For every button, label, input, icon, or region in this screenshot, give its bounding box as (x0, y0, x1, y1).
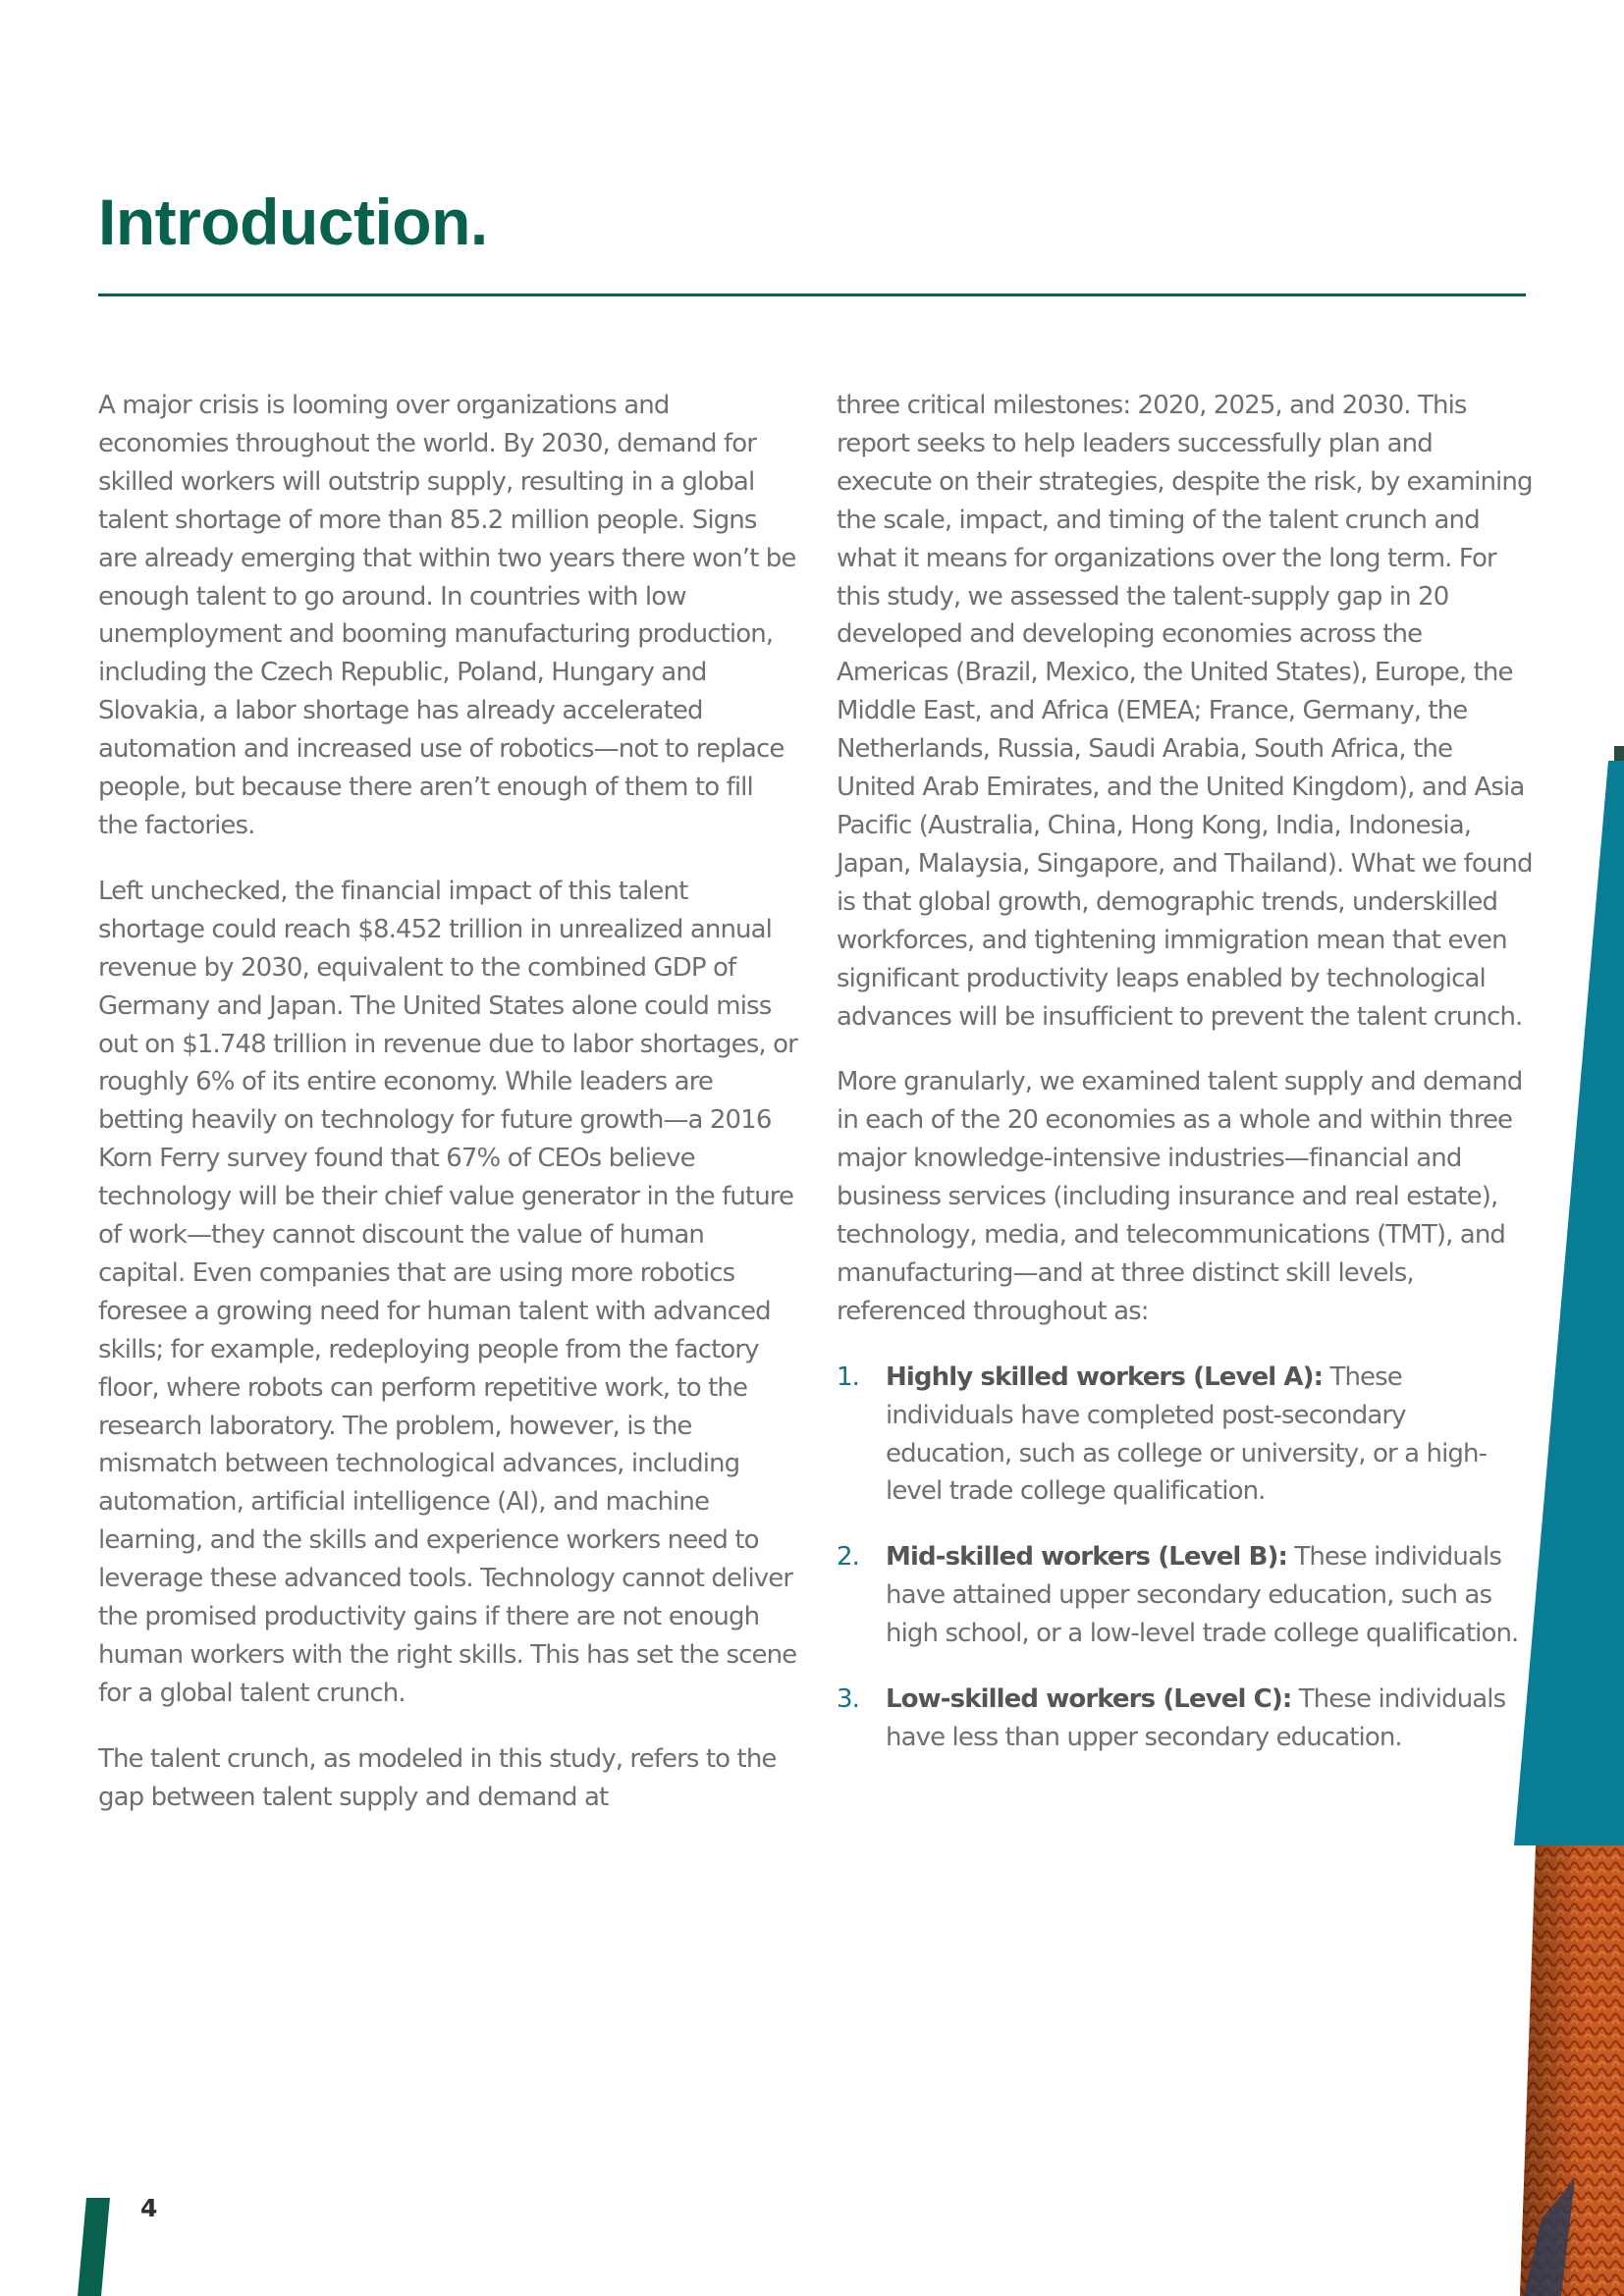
right-column (837, 387, 1534, 1785)
skill-level-term: Highly skilled workers (Level A): (886, 1362, 1324, 1392)
skill-level-description: These individuals have less than upper secondary education. (886, 1684, 1506, 1752)
page-title: Introduction. (98, 186, 488, 258)
title-divider (98, 294, 1526, 296)
intro-paragraph-4: three critical milestones: 2020, 2025, and 2030. This report seeks to help leaders successfully plan and execute on their strategies, despite the risk, by examining the scale, impact, and timing of the talent crunch and what it means for organizations over the long term. For this study, we assessed the talent-supply gap in 20 developed and developing economies across the Americas (Brazil, Mexico, the United States), Europe, the Middle East, and Africa (EMEA; France, Germany, the Netherlands, Russia, Saudi Arabia, South Africa, the United Arab Emirates, and the United Kingdom), and Asia Pacific (Australia, China, Hong Kong, India, Indonesia, Japan, Malaysia, Singapore, and Thailand). What we found is that global growth, demographic trends, underskilled workforces, and tightening immigration mean that even significant productivity leaps enabled by technological advances will be insufficient to prevent the talent crunch. (837, 391, 1533, 1032)
skill-level-item (837, 1359, 1534, 1512)
skill-level-list (837, 1359, 1534, 1757)
skill-level-item (837, 1538, 1534, 1653)
skill-level-description: These individuals have completed post-secondary education, such as college or university, or a high-level trade college qualification. (886, 1362, 1488, 1507)
left-column (98, 387, 797, 1844)
intro-paragraph-2: Left unchecked, the financial impact of this talent shortage could reach $8.452 trillion in unrealized annual revenue by 2030, equivalent to the combined GDP of Germany and Japan. The United States alone could miss out on $1.748 trillion in revenue due to labor shortages, or roughly 6% of its entire economy. While leaders are betting heavily on technology for future growth—a 2016 Korn Ferry survey found that 67% of CEOs believe technology will be their chief value generator in the future of work—they cannot discount the value of human capital. Even companies that are using more robotics foresee a growing need for human talent with advanced skills; for example, redeploying people from the factory floor, where robots can perform repetitive work, to the research laboratory. The problem, however, is the mismatch between technological advances, including automation, artificial intelligence (AI), and machine learning, and the skills and experience workers need to leverage these advanced tools. Technology cannot deliver the promised productivity gains if there are not enough human workers with the right skills. This has set the scene for a global talent crunch. (98, 876, 797, 1708)
list-number: 1. (837, 1362, 860, 1392)
list-number: 2. (837, 1542, 860, 1573)
page-number: 4 (140, 2194, 158, 2222)
intro-paragraph-1: A major crisis is looming over organizations and economies throughout the world. By 2030, demand for skilled workers will outstrip supply, resulting in a global talent shortage of more than 85.2 million people. Signs are already emerging that within two years there won’t be enough talent to go around. In countries with low unemployment and booming manufacturing production, including the Czech Republic, Poland, Hungary and Slovakia, a labor shortage has already accelerated automation and increased use of robotics—not to replace people, but because there aren’t enough of them to fill the factories. (98, 391, 796, 840)
list-number: 3. (837, 1684, 860, 1715)
skill-level-term: Mid-skilled workers (Level B): (886, 1542, 1287, 1573)
skill-level-term: Low-skilled workers (Level C): (886, 1684, 1292, 1715)
skill-level-item (837, 1681, 1534, 1757)
intro-paragraph-5: More granularly, we examined talent supply and demand in each of the 20 economies as a whole and within three major knowledge-intensive industries—financial and business services (including insurance and real estate), technology, media, and telecommunications (TMT), and manufacturing—and at three distinct skill levels, referenced throughout as: (837, 1067, 1523, 1326)
decorative-side-photo (1502, 746, 1624, 2296)
intro-paragraph-3: The talent crunch, as modeled in this study, refers to the gap between talent supply and demand at (98, 1743, 777, 1812)
skill-level-description: These individuals have attained upper secondary education, such as high school, or a low-level trade college qualification. (886, 1542, 1519, 1649)
